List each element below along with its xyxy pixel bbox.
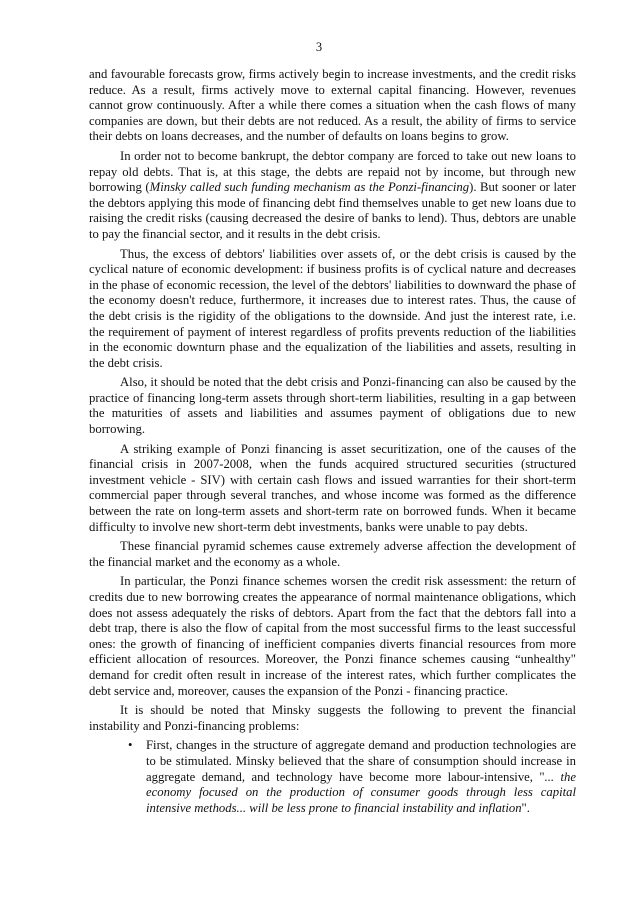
paragraph-debt-crisis-cause: Thus, the excess of debtors' liabilities over assets of, or the debt crisis is caused by the cyclical nature of economic development: if business profits is of cyclical nature and decreases in the phase of economic recession, the level of the debtors' liabilities to downward the phase of the economy doesn't reduce, furthermore, it increases due to interest rates. Thus, the cause of the debt crisis is the rigidity of the obligations to the downside. And just the interest rate, i.e. the requirement of payment of interest regardless of profits prevents reduction of the liabilities in the economic downturn phase and the equalization of the liabilities and assets, resulting in the debt crisis. (89, 246, 576, 370)
paragraph-credit-risk: In particular, the Ponzi finance schemes worsen the credit risk assessment: the return of credits due to new borrowing creates the appearance of normal maintenance obligations, which does not assess adequately the risks of debtors. Apart from the fact that the debtors fall into a debt trap, there is also the flow of capital from the most successful firms to the least successful ones: the growth of financing of inefficient companies diverts financial resources from more efficient allocation of resources. Moreover, the Ponzi finance schemes causing “unhealthy" demand for credit often result in increase of the interest rates, which further complicates the debt service and, moreover, causes the expansion of the Ponzi - financing practice. (89, 574, 576, 698)
bullet-icon: • (128, 738, 133, 753)
bullet-text: ". (521, 800, 530, 815)
paragraph-text: In order not to become bankrupt, the debtor company are forced to take out new loans to repay old debts. That is, at this stage, the debts are repaid not by income, but through new borrowing ( (89, 148, 576, 195)
paragraph-bankruptcy (89, 149, 576, 243)
paragraph-minsky-suggestions: It is should be noted that Minsky suggests the following to prevent the financial instability and Ponzi-financing problems: (89, 703, 576, 733)
page-number: 3 (315, 40, 323, 54)
italic-quote: ... the economy focused on the production of consumer goods through less capital intensive methods... will be less prone to financial instability and inflation (146, 769, 576, 815)
paragraph-text: ). But sooner or later the debtors applying this mode of financing debt find themselves unable to get new loans due to raising the credit risks (causing decreased the desire of banks to lend). Thus, debtors are unable to pay the financial sector, and it results in the debt crisis. (89, 180, 576, 241)
italic-quote: Minsky called such funding mechanism as the Ponzi-financing (149, 180, 470, 195)
bullet-text: First, changes in the structure of aggregate demand and production technologies are to be stimulated. Minsky believed that the share of consumption should increase in aggregate demand, and technology have become more labour-intensive, " (146, 738, 576, 784)
paragraph-maturity-gap: Also, it should be noted that the debt crisis and Ponzi-financing can also be caused by the practice of financing long-term assets through short-term liabilities, resulting in a gap between the maturities of assets and liabilities and assumes payment of obligations due to new borrowing. (89, 375, 576, 437)
bullet-list (89, 738, 576, 816)
list-item (128, 738, 576, 816)
body-text (89, 67, 576, 816)
paragraph-pyramid-schemes: These financial pyramid schemes cause extremely adverse affection the development of the financial market and the economy as a whole. (89, 539, 576, 569)
paragraph-securitization: A striking example of Ponzi financing is asset securitization, one of the causes of the financial crisis in 2007-2008, when the funds acquired structured securities (structured investment vehicle - SIV) with certain cash flows and issued warranties for their short-term commercial paper through several tranches, and whose income was formed as the difference between the rate on long-term assets and short-term rate on borrowed funds. When it became difficulty to involve new short-term debt investments, banks were unable to pay debts. (89, 441, 576, 534)
paragraph-continuation: and favourable forecasts grow, firms actively begin to increase investments, and the credit risks reduce. As a result, firms actively move to external capital financing. However, revenues cannot grow continuously. After a while there comes a situation when the cash flows of many companies are down, but their debts are not reduced. As a result, the ability of firms to service their debts on loans decreases, and the number of defaults on loans begins to grow. (89, 67, 576, 144)
